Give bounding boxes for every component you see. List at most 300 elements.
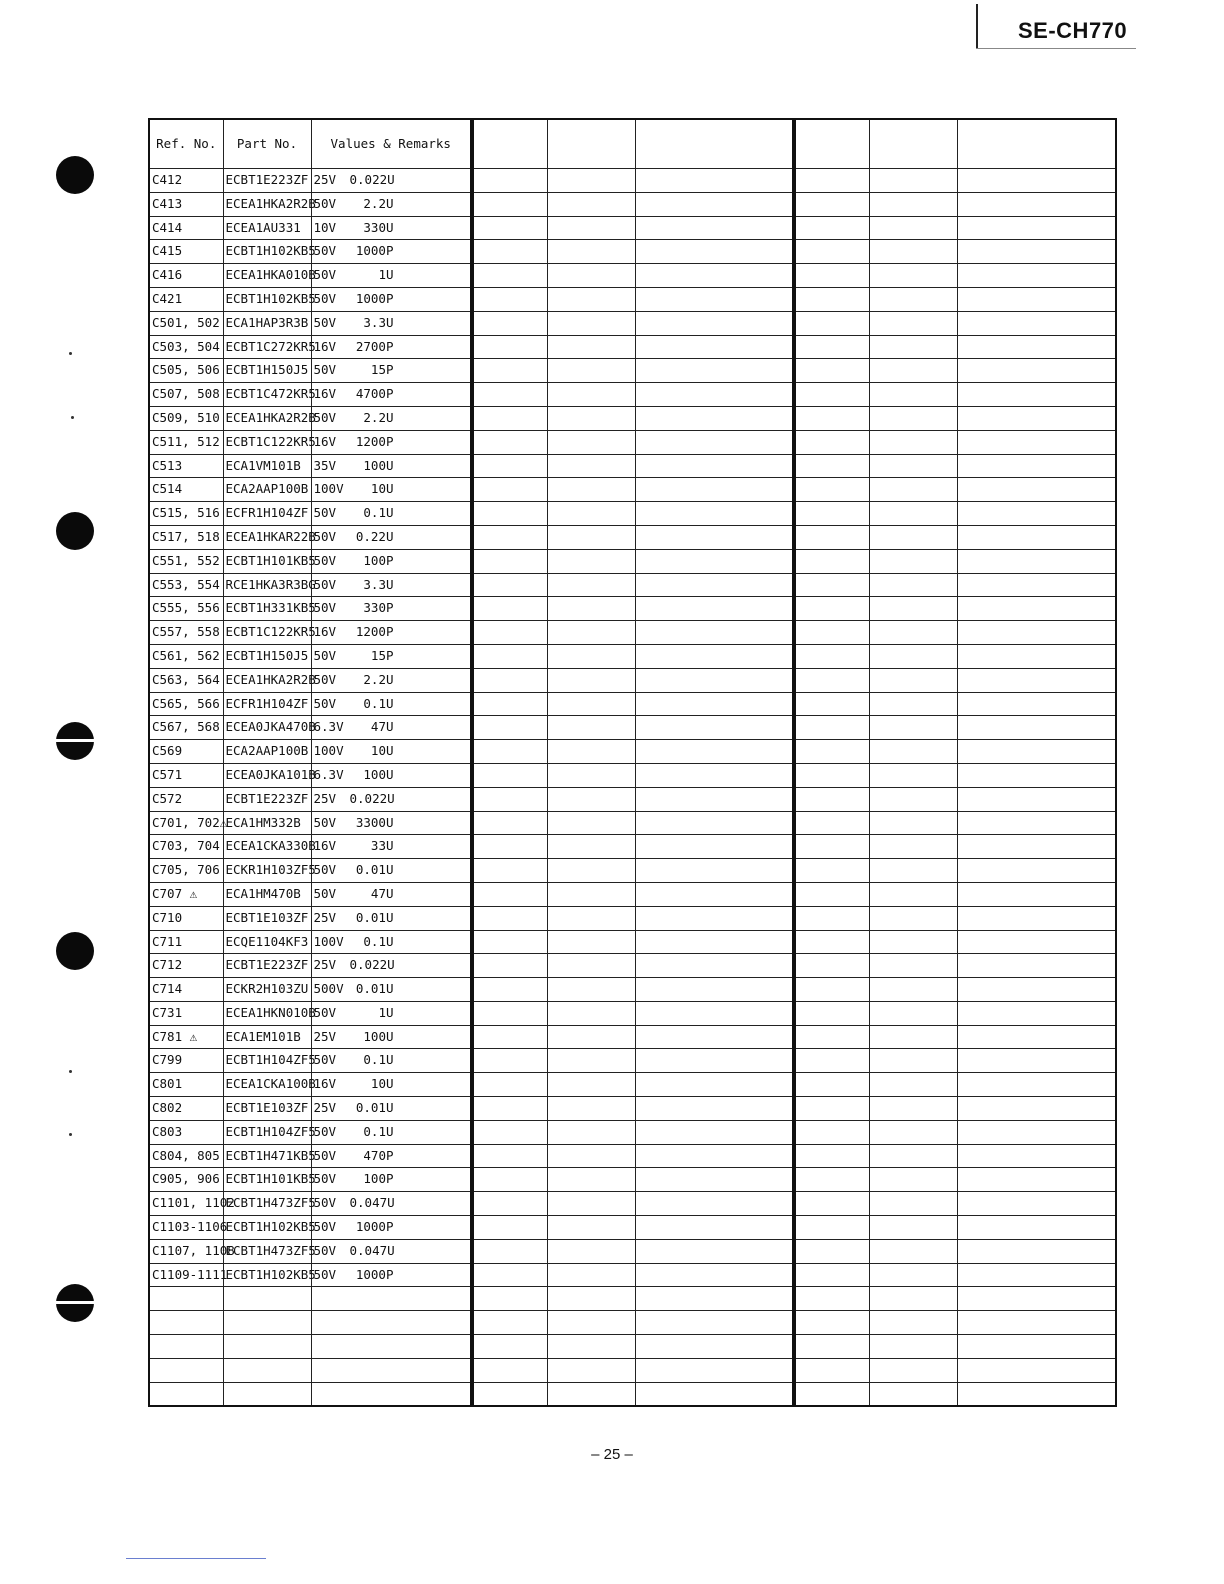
empty-cell (547, 502, 635, 526)
capacitance-value: 1200P (355, 624, 394, 640)
ref-no-header: Ref. No. (149, 119, 223, 169)
empty-cell (957, 954, 1116, 978)
empty-cell (635, 1382, 793, 1406)
table-row (473, 573, 793, 597)
empty-cell (795, 454, 869, 478)
empty-cell (957, 264, 1116, 288)
voltage-value: 50V (313, 552, 337, 568)
empty-cell (473, 311, 547, 335)
empty-cell (473, 1001, 547, 1025)
empty-cell (795, 1120, 869, 1144)
empty-cell (795, 573, 869, 597)
table-row (149, 1335, 471, 1359)
model-number: SE-CH770 (1018, 18, 1128, 43)
table-row (149, 692, 471, 716)
voltage-value: 50V (313, 1195, 337, 1211)
empty-cell (547, 621, 635, 645)
empty-cell (869, 383, 957, 407)
table-row (149, 882, 471, 906)
table-row (795, 716, 1116, 740)
table-row (473, 1216, 793, 1240)
values-cell (311, 1168, 471, 1192)
empty-cell (635, 716, 793, 740)
parts-list-table (148, 118, 472, 1407)
empty-cell (635, 1144, 793, 1168)
table-row (473, 525, 793, 549)
empty-cell (635, 454, 793, 478)
table-row (795, 264, 1116, 288)
empty-cell (547, 216, 635, 240)
table-row (795, 906, 1116, 930)
empty-cell (869, 906, 957, 930)
empty-cell (635, 906, 793, 930)
empty-cell (795, 311, 869, 335)
empty-cell (473, 192, 547, 216)
empty-cell (149, 1358, 223, 1382)
table-header-row (149, 119, 471, 169)
capacitance-value: 1200P (355, 433, 394, 449)
part-no-cell: ECBT1E103ZF (223, 1097, 311, 1121)
empty-cell (635, 1335, 793, 1359)
capacitance-value: 0.1U (363, 695, 394, 711)
empty-cell (547, 264, 635, 288)
empty-cell (957, 525, 1116, 549)
part-no-cell: ECBT1C122KR5 (223, 621, 311, 645)
voltage-value: 16V (313, 1076, 337, 1092)
table-row (149, 644, 471, 668)
table-row (473, 740, 793, 764)
voltage-value: 16V (313, 338, 337, 354)
part-no-cell: ECEA1HKA010B (223, 264, 311, 288)
table-row (149, 311, 471, 335)
empty-cell (473, 454, 547, 478)
empty-cell (473, 1239, 547, 1263)
empty-cell (795, 1287, 869, 1311)
empty-cell (635, 954, 793, 978)
empty-cell (473, 1335, 547, 1359)
empty-cell (869, 1097, 957, 1121)
table-row (795, 1025, 1116, 1049)
table-row (149, 1287, 471, 1311)
table-row (149, 716, 471, 740)
part-no-cell: ECEA1CKA100B (223, 1073, 311, 1097)
table-row (473, 549, 793, 573)
empty-cell (869, 264, 957, 288)
voltage-value: 50V (313, 267, 337, 283)
table-row (795, 406, 1116, 430)
table-row (149, 287, 471, 311)
table-row (473, 811, 793, 835)
empty-cell (473, 1216, 547, 1240)
footer-line (126, 1558, 266, 1559)
capacitance-value: 330P (363, 600, 394, 616)
ref-no-cell: C553, 554 (149, 573, 223, 597)
voltage-value: 50V (313, 647, 337, 663)
table-row (795, 192, 1116, 216)
values-cell (311, 216, 471, 240)
capacitance-value: 3.3U (363, 576, 394, 592)
table-row (473, 1263, 793, 1287)
capacitance-value: 3300U (355, 814, 394, 830)
empty-cell (795, 525, 869, 549)
empty-cell (473, 1311, 547, 1335)
values-cell (311, 1049, 471, 1073)
values-cell (311, 1097, 471, 1121)
empty-cell (795, 930, 869, 954)
empty-cell (869, 192, 957, 216)
empty-cell (795, 359, 869, 383)
empty-cell (635, 264, 793, 288)
empty-cell (869, 692, 957, 716)
ref-no-cell: C501, 502 (149, 311, 223, 335)
empty-cell (473, 906, 547, 930)
part-no-cell: ECQE1104KF3 (223, 930, 311, 954)
table-row (795, 1049, 1116, 1073)
empty-cell (547, 859, 635, 883)
empty-cell (635, 359, 793, 383)
values-cell (311, 1001, 471, 1025)
empty-cell (547, 978, 635, 1002)
ref-no-cell: C507, 508 (149, 383, 223, 407)
empty-cell (311, 1311, 471, 1335)
table-row (473, 716, 793, 740)
empty-cell (473, 525, 547, 549)
table-row (473, 1073, 793, 1097)
empty-cell (869, 1168, 957, 1192)
empty-cell (223, 1382, 311, 1406)
ref-no-cell: C557, 558 (149, 621, 223, 645)
empty-cell (547, 240, 635, 264)
capacitance-value: 0.047U (349, 1242, 395, 1258)
table-row (149, 216, 471, 240)
empty-cell (547, 430, 635, 454)
empty-cell (547, 1335, 635, 1359)
empty-cell (795, 954, 869, 978)
capacitance-value: 47U (370, 719, 394, 735)
empty-cell (547, 906, 635, 930)
ref-no-cell: C509, 510 (149, 406, 223, 430)
voltage-value: 50V (313, 814, 337, 830)
empty-cell (957, 930, 1116, 954)
capacitance-value: 1000P (355, 243, 394, 259)
empty-cell (957, 1144, 1116, 1168)
empty-cell (795, 1049, 869, 1073)
empty-cell (635, 978, 793, 1002)
empty-cell (473, 621, 547, 645)
empty-cell (473, 1287, 547, 1311)
table-row (149, 549, 471, 573)
ref-no-cell: C705, 706 (149, 859, 223, 883)
empty-cell (869, 454, 957, 478)
empty-cell (869, 430, 957, 454)
ref-no-cell: C804, 805 (149, 1144, 223, 1168)
values-cell (311, 644, 471, 668)
empty-cell (635, 882, 793, 906)
scan-speck (71, 416, 74, 419)
part-no-cell: ECA2AAP100B (223, 478, 311, 502)
values-cell (311, 811, 471, 835)
empty-cell (635, 406, 793, 430)
table-row (795, 1168, 1116, 1192)
table-row (149, 264, 471, 288)
table-row (473, 454, 793, 478)
empty-cell (473, 406, 547, 430)
values-cell (311, 359, 471, 383)
voltage-value: 16V (313, 838, 337, 854)
table-row (795, 169, 1116, 193)
table-row (149, 1120, 471, 1144)
table-row (149, 835, 471, 859)
table-row (149, 1358, 471, 1382)
empty-cell (635, 1216, 793, 1240)
table-row (795, 335, 1116, 359)
empty-cell (473, 1120, 547, 1144)
voltage-value: 50V (313, 600, 337, 616)
empty-cell (957, 1311, 1116, 1335)
empty-cell (869, 740, 957, 764)
punch-hole (56, 932, 94, 970)
table-row (149, 597, 471, 621)
capacitance-value: 0.01U (355, 862, 394, 878)
ref-no-cell: C503, 504 (149, 335, 223, 359)
empty-cell (957, 1049, 1116, 1073)
table-row (473, 1382, 793, 1406)
values-cell (311, 978, 471, 1002)
voltage-value: 35V (313, 457, 337, 473)
voltage-value: 10V (313, 219, 337, 235)
empty-cell (795, 216, 869, 240)
empty-cell (635, 692, 793, 716)
values-cell (311, 882, 471, 906)
table-row (473, 1120, 793, 1144)
empty-cell (869, 1382, 957, 1406)
part-no-cell: ECBT1H101KB5 (223, 1168, 311, 1192)
empty-cell (473, 882, 547, 906)
empty-cell (635, 1097, 793, 1121)
voltage-value: 25V (313, 957, 337, 973)
table-row (795, 573, 1116, 597)
ref-no-cell: C803 (149, 1120, 223, 1144)
empty-cell (473, 1025, 547, 1049)
ref-no-cell: C569 (149, 740, 223, 764)
part-no-cell: ECBT1H471KB5 (223, 1144, 311, 1168)
table-row (795, 549, 1116, 573)
empty-cell (547, 930, 635, 954)
empty-cell (473, 668, 547, 692)
empty-cell (869, 1120, 957, 1144)
part-no-cell: ECBT1H150J5 (223, 644, 311, 668)
empty-cell (957, 1097, 1116, 1121)
empty-cell (795, 882, 869, 906)
table-row (473, 1168, 793, 1192)
part-no-cell: ECFR1H104ZF (223, 692, 311, 716)
empty-cell (635, 1192, 793, 1216)
table-row (473, 1144, 793, 1168)
table-row (795, 1239, 1116, 1263)
part-no-cell: ECBT1H101KB5 (223, 549, 311, 573)
table-row (473, 1001, 793, 1025)
ref-no-cell: C561, 562 (149, 644, 223, 668)
punch-hole (56, 722, 94, 760)
empty-cell (473, 383, 547, 407)
capacitance-value: 330U (363, 219, 394, 235)
empty-cell (473, 930, 547, 954)
capacitance-value: 0.022U (349, 957, 395, 973)
table-row (795, 787, 1116, 811)
empty-cell (635, 811, 793, 835)
empty-cell (473, 502, 547, 526)
table-row (473, 906, 793, 930)
values-cell (311, 1239, 471, 1263)
empty-cell (869, 359, 957, 383)
values-cell (311, 1216, 471, 1240)
empty-cell (635, 763, 793, 787)
capacitance-value: 2.2U (363, 195, 394, 211)
empty-cell (869, 1311, 957, 1335)
blank-parts-table-right (794, 118, 1117, 1407)
table-row (795, 1335, 1116, 1359)
empty-cell (473, 763, 547, 787)
empty-cell (547, 1239, 635, 1263)
empty-cell (635, 169, 793, 193)
voltage-value: 50V (313, 862, 337, 878)
empty-cell (635, 549, 793, 573)
part-no-cell: ECBT1C122KR5 (223, 430, 311, 454)
voltage-value: 50V (313, 195, 337, 211)
empty-cell (547, 882, 635, 906)
scan-speck (69, 352, 72, 355)
empty-cell (635, 644, 793, 668)
part-no-cell: ECA1HAP3R3B (223, 311, 311, 335)
table-row (473, 502, 793, 526)
empty-cell (635, 573, 793, 597)
empty-cell (957, 454, 1116, 478)
empty-cell (869, 216, 957, 240)
part-no-cell: ECBT1H331KB5 (223, 597, 311, 621)
capacitance-value: 1000P (355, 290, 394, 306)
empty-cell (547, 359, 635, 383)
empty-cell (957, 573, 1116, 597)
empty-cell (311, 1382, 471, 1406)
table-row (473, 692, 793, 716)
table-row (473, 287, 793, 311)
empty-cell (547, 811, 635, 835)
table-row (149, 787, 471, 811)
table-row (473, 644, 793, 668)
values-cell (311, 835, 471, 859)
empty-cell (473, 335, 547, 359)
empty-cell (635, 1287, 793, 1311)
table-row (473, 192, 793, 216)
voltage-value: 25V (313, 1100, 337, 1116)
header-rule (976, 4, 978, 48)
empty-cell (869, 240, 957, 264)
empty-cell (869, 668, 957, 692)
table-row (149, 1144, 471, 1168)
table-row (795, 1358, 1116, 1382)
table-row (795, 954, 1116, 978)
table-row (149, 359, 471, 383)
capacitance-value: 2700P (355, 338, 394, 354)
table-row (473, 216, 793, 240)
values-cell (311, 787, 471, 811)
empty-cell (547, 1001, 635, 1025)
table-row (149, 169, 471, 193)
empty-cell (547, 573, 635, 597)
part-no-cell: ECA1HM470B (223, 882, 311, 906)
empty-cell (957, 1287, 1116, 1311)
empty-cell (547, 668, 635, 692)
values-cell (311, 454, 471, 478)
table-header-row (473, 119, 793, 169)
table-row (473, 1287, 793, 1311)
empty-cell (957, 1358, 1116, 1382)
empty-cell (869, 1287, 957, 1311)
empty-cell (795, 1239, 869, 1263)
table-row (149, 859, 471, 883)
empty-cell (547, 1049, 635, 1073)
values-cell (311, 692, 471, 716)
empty-cell (547, 716, 635, 740)
empty-cell (473, 1049, 547, 1073)
part-no-cell: ECKR2H103ZU (223, 978, 311, 1002)
empty-cell (957, 811, 1116, 835)
voltage-value: 50V (313, 1171, 337, 1187)
empty-cell (795, 978, 869, 1002)
values-cell (311, 264, 471, 288)
table-row (473, 1049, 793, 1073)
empty-cell (869, 478, 957, 502)
empty-cell (547, 383, 635, 407)
part-no-cell: ECBT1H150J5 (223, 359, 311, 383)
values-cell (311, 597, 471, 621)
empty-cell (795, 787, 869, 811)
empty-cell (957, 740, 1116, 764)
table-row (149, 192, 471, 216)
voltage-value: 50V (313, 695, 337, 711)
capacitance-value: 2.2U (363, 671, 394, 687)
table-row (149, 525, 471, 549)
ref-no-cell: C1109-1111 (149, 1263, 223, 1287)
table-row (149, 502, 471, 526)
empty-cell (957, 359, 1116, 383)
part-no-cell: ECBT1H104ZF5 (223, 1120, 311, 1144)
scan-speck (69, 1133, 72, 1136)
empty-cell (957, 668, 1116, 692)
empty-cell (957, 1192, 1116, 1216)
empty-cell (957, 1335, 1116, 1359)
empty-cell (473, 287, 547, 311)
ref-no-cell: C703, 704 (149, 835, 223, 859)
table-row (473, 406, 793, 430)
capacitance-value: 0.1U (363, 505, 394, 521)
table-row (149, 478, 471, 502)
empty-cell (547, 549, 635, 573)
empty-cell (869, 787, 957, 811)
part-no-cell: ECEA1HKA2R2B (223, 192, 311, 216)
empty-cell (869, 1192, 957, 1216)
part-no-cell: ECBT1C272KR5 (223, 335, 311, 359)
ref-no-cell: C707 ⚠ (149, 882, 223, 906)
table-row (149, 1001, 471, 1025)
empty-cell (635, 287, 793, 311)
table-row (149, 1263, 471, 1287)
empty-cell (869, 287, 957, 311)
empty-cell (473, 644, 547, 668)
empty-cell (473, 240, 547, 264)
part-no-cell: ECFR1H104ZF (223, 502, 311, 526)
voltage-value: 16V (313, 433, 337, 449)
